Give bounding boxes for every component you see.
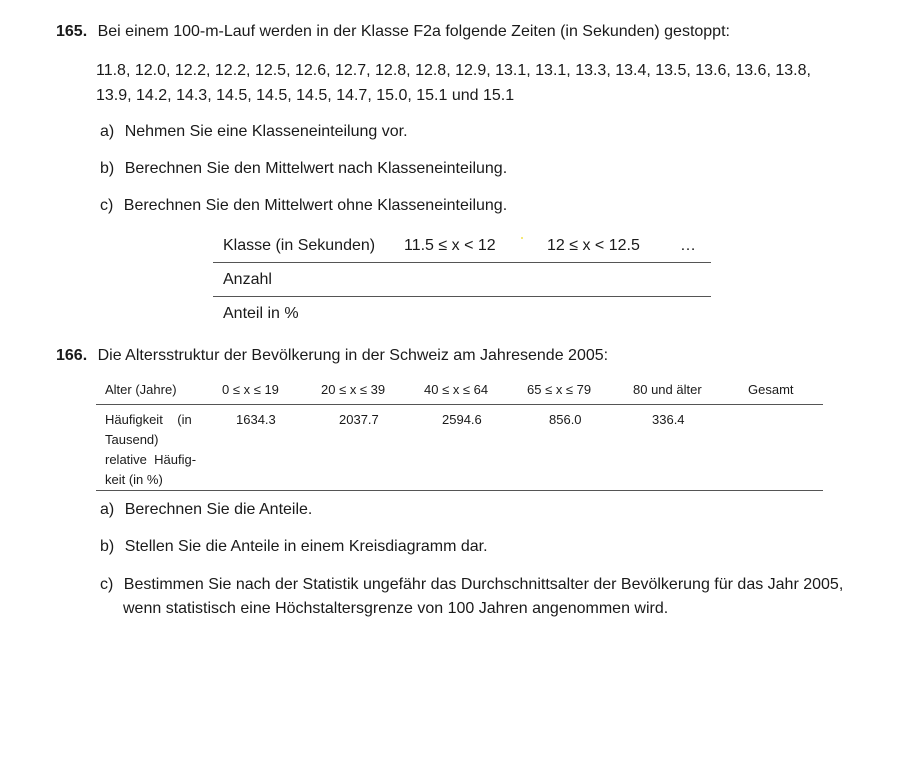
- table165-rule-1: [213, 262, 711, 263]
- problem-165-heading: [56, 23, 730, 41]
- problem-number: 165.: [56, 23, 88, 40]
- table166-value-4: 856.0: [549, 412, 582, 427]
- table166-rule-2: [96, 490, 823, 491]
- problem-166-heading: [56, 347, 608, 365]
- problem-intro: Bei einem 100-m-Lauf werden in der Klasse F2a folgende Zeiten (in Sekunden) gestoppt:: [97, 23, 730, 40]
- data-line-2: 13.9, 14.2, 14.3, 14.5, 14.5, 14.5, 14.7, 15.0, 15.1 und 15.1: [96, 87, 515, 104]
- task-label: a): [100, 123, 115, 140]
- table166-row1-label-l2: Tausend): [105, 432, 159, 447]
- table166-header-col2: 20 ≤ x ≤ 39: [321, 382, 386, 397]
- table165-col2: 12 ≤ x < 12.5: [547, 237, 640, 254]
- table166-header-alter: Alter (Jahre): [105, 382, 177, 397]
- table166-header-col3: 40 ≤ x ≤ 64: [424, 382, 489, 397]
- task-b: [100, 538, 488, 556]
- yellow-speck: [521, 237, 523, 239]
- table166-rule-1: [96, 404, 823, 405]
- problem-intro: Die Altersstruktur der Bevölkerung in der Schweiz am Jahresende 2005:: [97, 347, 609, 364]
- table165-rule-2: [213, 296, 711, 297]
- task-text-l2: wenn statistisch eine Höchstaltersgrenze von 100 Jahren angenommen wird.: [123, 600, 669, 617]
- task-text: Berechnen Sie die Anteile.: [124, 501, 313, 518]
- table166-header-col5: 80 und älter: [633, 382, 702, 397]
- table166-value-2: 2037.7: [339, 412, 379, 427]
- task-label: c): [100, 197, 114, 214]
- task-label: b): [100, 538, 115, 555]
- task-text: Berechnen Sie den Mittelwert ohne Klasseneinteilung.: [123, 197, 508, 214]
- table166-header-col1: 0 ≤ x ≤ 19: [222, 382, 279, 397]
- task-text: Berechnen Sie den Mittelwert nach Klasseneinteilung.: [124, 160, 508, 177]
- task-c: [100, 576, 843, 594]
- table166-value-3: 2594.6: [442, 412, 482, 427]
- task-label: a): [100, 501, 115, 518]
- table165-row-anzahl: Anzahl: [223, 271, 272, 288]
- problem-number: 166.: [56, 347, 88, 364]
- table165-col3: …: [680, 237, 696, 254]
- table166-row2-label-l1: relative Häufig-: [105, 452, 197, 467]
- task-a: [100, 501, 312, 519]
- task-label: c): [100, 576, 114, 593]
- task-label: b): [100, 160, 115, 177]
- task-a: [100, 123, 408, 141]
- table166-value-5: 336.4: [652, 412, 685, 427]
- data-line-1: 11.8, 12.0, 12.2, 12.2, 12.5, 12.6, 12.7, 12.8, 12.8, 12.9, 13.1, 13.1, 13.3, 13.4, 13.5, 13.6, 13.6, 13.8,: [96, 62, 811, 79]
- table165-header: Klasse (in Sekunden): [223, 237, 376, 254]
- table166-row2-label-l2: keit (in %): [105, 472, 163, 487]
- task-text-l1: Bestimmen Sie nach der Statistik ungefähr das Durchschnittsalter der Bevölkerung für das Jahr 2005,: [123, 576, 844, 593]
- task-text: Stellen Sie die Anteile in einem Kreisdiagramm dar.: [124, 538, 488, 555]
- task-b: [100, 160, 507, 178]
- task-c: [100, 197, 507, 215]
- table166-header-gesamt: Gesamt: [748, 382, 794, 397]
- table166-row1-label-l1: Häufigkeit (in: [105, 412, 192, 427]
- table165-row-anteil: Anteil in %: [223, 305, 299, 322]
- table166-header-col4: 65 ≤ x ≤ 79: [527, 382, 592, 397]
- table165-col1: 11.5 ≤ x < 12: [404, 237, 496, 254]
- task-text: Nehmen Sie eine Klasseneinteilung vor.: [124, 123, 408, 140]
- table166-value-1: 1634.3: [236, 412, 276, 427]
